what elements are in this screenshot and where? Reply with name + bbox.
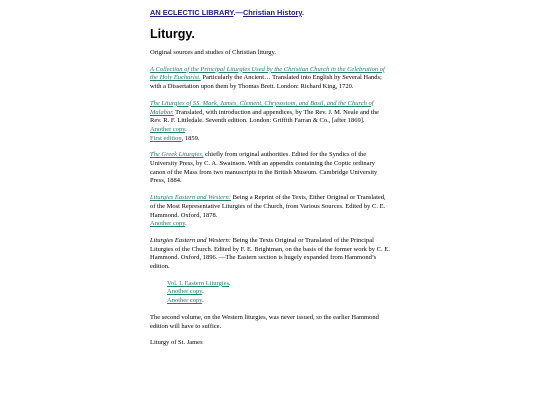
breadcrumb-end: .: [301, 8, 305, 17]
entry-2-title-link[interactable]: The Liturgies of SS. Mark, James, Clement, Chrysostom, and Basil, and the Church of Malabar.: [150, 99, 374, 116]
entry-2-link1-end: .: [185, 125, 187, 133]
closing-text: The second volume, on the Western liturgies, was never issued, so the earlier Hammond edition will have to suffice.: [150, 313, 379, 330]
entry-4-title-link[interactable]: Liturgies Eastern and Western:: [150, 194, 231, 202]
entry-2-first-edition-link[interactable]: First edition: [150, 134, 182, 142]
sublink-vol1-eastern[interactable]: Vol. I. Eastern Liturgies: [167, 279, 230, 287]
entry-5-text: Being the Texts Original or Translated of the Principal Liturgies of the Church. Edited by F. E. Brightman, on the basis of the former work by C. E. Hammond. Oxford, 1896. —The Eastern section is hugely expanded from Hammond’s edition.: [150, 236, 390, 271]
breadcrumb-section-link[interactable]: Christian History: [242, 8, 302, 17]
sublinks-list: [167, 280, 390, 306]
intro-text: Original sources and studies of Christian liturgy.: [150, 49, 277, 56]
entry-4-text: Being a Reprint of the Texts, Either Original or Translated, of the Most Representative Liturgies of the Church, from Various Sources. Edited by C. E. Hammond. Oxford, 1878.: [150, 194, 386, 219]
entry-1: [150, 66, 390, 92]
sublink-3-end: .: [202, 297, 204, 305]
breadcrumb: [150, 8, 390, 17]
entry-2-text: Translated, with introduction and appendices, by The Rev. J. M. Neale and the Rev. R. F. Littledale. Seventh edition. London: Griffith Farran & Co., [after 1869].: [150, 108, 379, 125]
entry-2-link2-end: , 1859.: [181, 134, 200, 142]
entry-1-title-link[interactable]: A Collection of the Principal Liturgies Used by the Christian Church in the Celebration of the Holy Eucharist.: [150, 65, 385, 82]
entry-5: [150, 237, 390, 272]
page-title: Liturgy.: [150, 27, 195, 41]
entry-4: [150, 194, 390, 229]
entry-2: [150, 100, 390, 144]
entry-5-title: Liturgies Eastern and Western:: [150, 236, 231, 244]
sublink-1-end: .: [229, 279, 231, 287]
entry-3-text: chiefly from original authorities. Edited for the Syndics of the University Press, by C. A. Swainson. With an appendix containing the Coptic ordinary canon of the Mass from two manuscripts in the British Museum. Cambridge University Press, 1884.: [150, 151, 378, 185]
next-heading: Liturgy of St. James: [150, 339, 203, 347]
entry-2-another-copy-link[interactable]: Another copy: [150, 125, 186, 133]
breadcrumb-separator: .—: [233, 8, 243, 17]
sublink-another-copy-2[interactable]: Another copy: [167, 297, 203, 305]
sublink-2-end: .: [202, 288, 204, 296]
entry-3-title-link[interactable]: The Greek Liturgies,: [150, 151, 204, 159]
breadcrumb-library-link[interactable]: AN ECLECTIC LIBRARY: [150, 8, 234, 17]
entry-3: [150, 151, 390, 186]
entry-1-text: Particularly the Ancient… Translated into English by Several Hands; with a Dissertation upon them by Thomas Brett. London: Richard King, 1720.: [150, 74, 382, 91]
page-content: [150, 8, 390, 356]
entry-4-another-copy-link[interactable]: Another copy: [150, 220, 186, 228]
sublink-another-copy-1[interactable]: Another copy: [167, 288, 203, 296]
entry-4-link1-end: .: [185, 220, 187, 228]
